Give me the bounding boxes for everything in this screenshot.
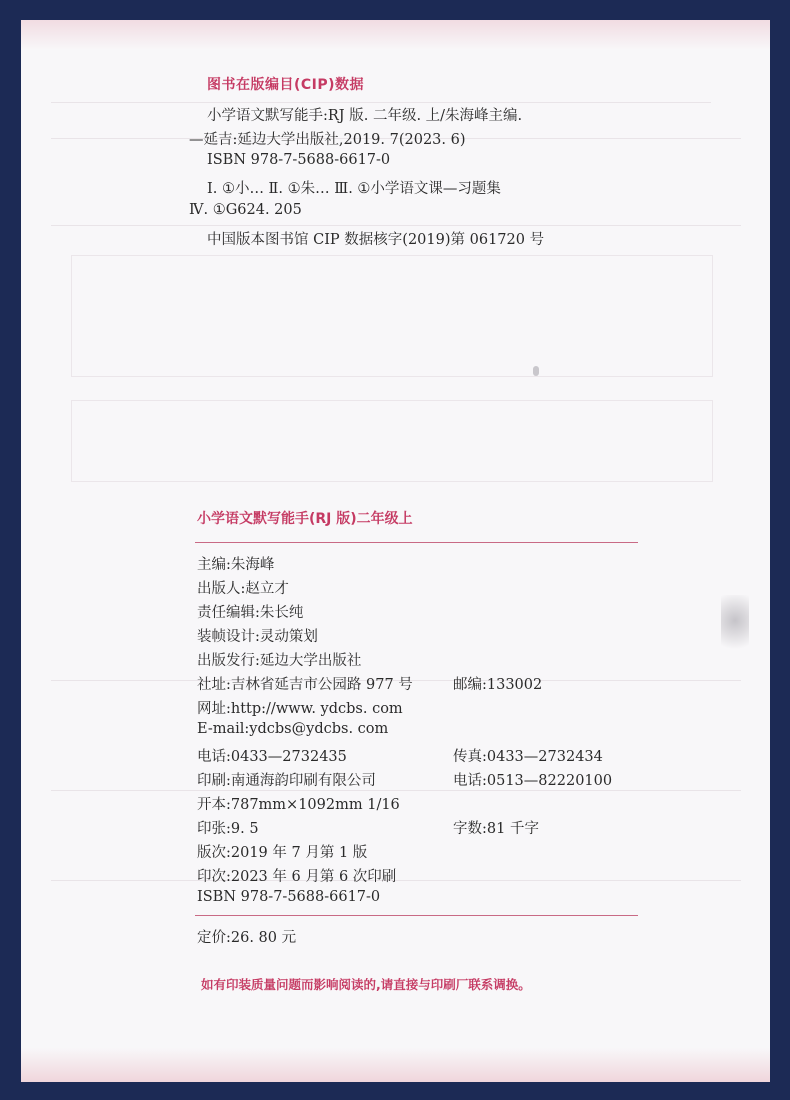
show-through-table (71, 400, 713, 482)
word-count-line: 字数:81 千字 (453, 821, 539, 837)
paper-blemish (721, 595, 749, 659)
publisher-person-line: 出版人:赵立才 (197, 581, 289, 597)
cip-line: 小学语文默写能手:RJ 版. 二年级. 上/朱海峰主编. (207, 108, 523, 124)
printing-line: 印次:2023 年 6 月第 6 次印刷 (197, 869, 397, 885)
fax-line: 传真:0433—2732434 (453, 749, 603, 765)
show-through-table (71, 255, 713, 377)
cip-line: ISBN 978-7-5688-6617-0 (207, 152, 391, 168)
edition-line: 版次:2019 年 7 月第 1 版 (197, 845, 368, 861)
design-line: 装帧设计:灵动策划 (197, 629, 318, 645)
email-line: E-mail:ydcbs@ydcbs. com (197, 721, 389, 737)
cip-line: Ⅰ. ①小… Ⅱ. ①朱… Ⅲ. ①小学语文课—习题集 (207, 181, 501, 197)
isbn-line: ISBN 978-7-5688-6617-0 (197, 889, 381, 905)
divider-rule (195, 915, 638, 916)
page-top-edge (21, 20, 770, 50)
cip-line: Ⅳ. ①G624. 205 (189, 202, 302, 218)
quality-notice: 如有印装质量问题而影响阅读的,请直接与印刷厂联系调换。 (201, 977, 531, 992)
phone-line: 电话:0433—2732435 (197, 749, 347, 765)
editor-line: 主编:朱海峰 (197, 557, 275, 573)
printer-phone-line: 电话:0513—82220100 (453, 773, 613, 789)
distribution-line: 出版发行:延边大学出版社 (197, 653, 362, 669)
paper-blemish (533, 366, 539, 376)
responsible-editor-line: 责任编辑:朱长纯 (197, 605, 304, 621)
page-bottom-edge (21, 1048, 770, 1082)
format-line: 开本:787mm×1092mm 1/16 (197, 797, 400, 813)
show-through-line (51, 790, 741, 791)
show-through-line (51, 225, 741, 226)
divider-rule (195, 542, 638, 543)
cip-line: —延吉:延边大学出版社,2019. 7(2023. 6) (189, 132, 466, 148)
address-line: 社址:吉林省延吉市公园路 977 号 (197, 677, 413, 693)
price-line: 定价:26. 80 元 (197, 930, 297, 946)
cip-line: 中国版本图书馆 CIP 数据核字(2019)第 061720 号 (207, 232, 545, 248)
sheets-line: 印张:9. 5 (197, 821, 259, 837)
postcode-line: 邮编:133002 (453, 677, 543, 693)
printer-line: 印刷:南通海韵印刷有限公司 (197, 773, 376, 789)
website-line: 网址:http://www. ydcbs. com (197, 701, 403, 717)
copyright-page (21, 20, 770, 1082)
show-through-line (51, 102, 711, 103)
cip-heading: 图书在版编目(CIP)数据 (207, 77, 365, 93)
book-title: 小学语文默写能手(RJ 版)二年级上 (197, 511, 413, 527)
